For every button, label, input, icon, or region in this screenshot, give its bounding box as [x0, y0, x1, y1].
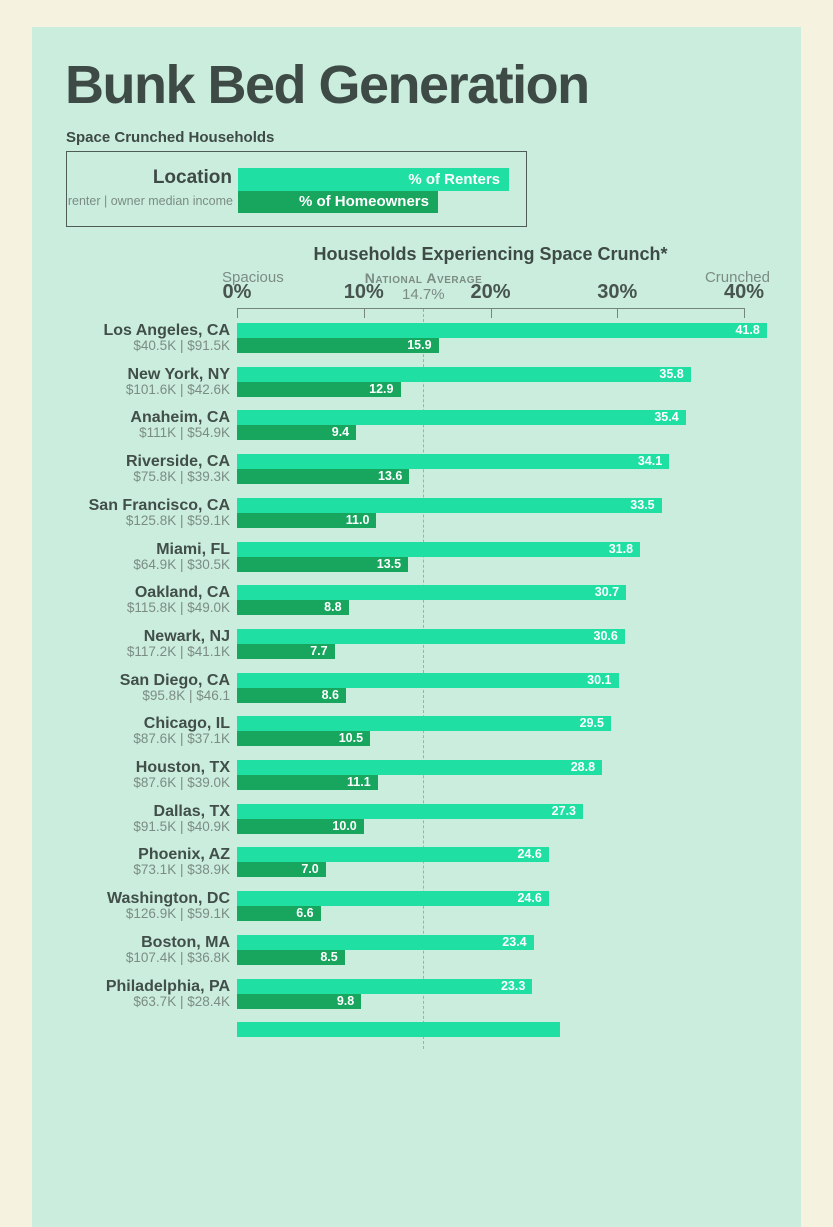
city-label: Washington, DC — [107, 890, 230, 908]
homeowner-value: 9.4 — [331, 425, 350, 440]
chart-row — [32, 760, 801, 791]
homeowner-value: 12.9 — [369, 381, 394, 396]
homeowner-bar — [237, 688, 346, 703]
renter-bar — [237, 1022, 560, 1037]
homeowner-bar — [237, 644, 335, 659]
city-label: Anaheim, CA — [130, 409, 230, 427]
renter-bar — [237, 804, 583, 819]
tick-mark-10 — [364, 308, 365, 318]
income-label: $40.5K | $91.5K — [133, 338, 230, 353]
city-label: New York, NY — [127, 365, 230, 383]
homeowner-bar — [237, 950, 345, 965]
income-label: $101.6K | $42.6K — [125, 381, 230, 397]
homeowner-bar — [237, 994, 361, 1009]
tick-label-30: 30% — [597, 281, 638, 303]
renter-value: 41.8 — [735, 323, 760, 337]
tick-label-0: 0% — [222, 281, 252, 303]
income-label: $115.8K | $49.0K — [126, 600, 230, 616]
city-label: Philadelphia, PA — [105, 977, 230, 995]
chart-title: Households Experiencing Space Crunch* — [313, 244, 668, 264]
homeowner-value: 13.6 — [378, 469, 403, 484]
city-label: San Francisco, CA — [88, 496, 230, 514]
renter-value: 34.1 — [637, 454, 663, 469]
homeowner-value: 11.0 — [345, 512, 370, 527]
income-label: $111K | $54.9K — [139, 425, 230, 441]
homeowner-bar — [237, 731, 370, 746]
homeowner-bar — [237, 819, 364, 834]
homeowner-bar — [237, 382, 401, 397]
national-average-label: National Average — [364, 270, 483, 286]
tick-mark-0 — [237, 308, 238, 318]
chart-row — [32, 891, 801, 922]
income-label: $95.8K | $46.1 — [142, 687, 230, 703]
renter-bar — [237, 935, 534, 950]
renter-value: 30.7 — [594, 585, 620, 600]
income-label: $87.6K | $39.0K — [133, 775, 230, 790]
homeowner-value: 7.7 — [310, 643, 328, 658]
chart-row-partial — [32, 1022, 801, 1053]
city-label: Houston, TX — [135, 759, 230, 776]
renter-value: 27.3 — [551, 803, 577, 818]
city-label: Los Angeles, CA — [103, 322, 230, 339]
city-label: Dallas, TX — [153, 802, 230, 820]
tick-mark-30 — [617, 308, 618, 318]
renter-value: 35.4 — [654, 410, 679, 425]
homeowner-bar — [237, 862, 326, 877]
homeowner-value: 8.5 — [320, 949, 338, 964]
legend-income-caption: renter | owner median income — [67, 194, 233, 208]
homeowner-bar — [237, 513, 376, 528]
income-label: $63.7K | $28.4K — [133, 993, 230, 1009]
city-label: Chicago, IL — [143, 715, 230, 733]
income-label: $117.2K | $41.1K — [126, 643, 230, 659]
chart-row — [32, 323, 801, 354]
tick-label-20: 20% — [470, 281, 511, 303]
homeowner-value: 15.9 — [407, 338, 432, 352]
income-label: $73.1K | $38.9K — [133, 862, 230, 878]
renter-value: 31.8 — [608, 541, 634, 556]
renter-value: 30.1 — [587, 672, 612, 687]
tick-mark-40 — [744, 308, 745, 318]
chart-row — [32, 847, 801, 878]
legend-homeowners-swatch: % of Homeowners — [238, 191, 438, 213]
renter-value: 35.8 — [659, 366, 684, 381]
chart-row — [32, 585, 801, 616]
chart-row — [32, 410, 801, 441]
chart-row — [32, 542, 801, 573]
income-label: $107.4K | $36.8K — [125, 949, 230, 965]
national-average-value: 14.7% — [402, 286, 445, 303]
tick-mark-20 — [491, 308, 492, 318]
homeowner-bar — [237, 600, 349, 615]
city-label: Boston, MA — [141, 933, 230, 951]
renter-bar — [237, 542, 640, 557]
homeowner-bar — [237, 469, 409, 484]
city-label: Riverside, CA — [125, 453, 230, 471]
homeowner-value: 8.6 — [321, 687, 339, 702]
tick-label-10: 10% — [343, 281, 384, 303]
city-label: Phoenix, AZ — [138, 846, 230, 864]
renter-bar — [237, 629, 625, 644]
chart-row — [32, 629, 801, 660]
axis-label-crunched: Crunched — [704, 269, 770, 286]
renter-bar — [237, 323, 767, 338]
chart-row — [32, 716, 801, 747]
renter-value: 23.3 — [500, 978, 526, 993]
page-title: Bunk Bed Generation — [65, 55, 589, 115]
chart-row — [32, 498, 801, 529]
renter-value: 30.6 — [593, 628, 618, 643]
homeowner-bar — [237, 338, 439, 353]
chart-row — [32, 367, 801, 398]
renter-value: 28.8 — [570, 760, 596, 774]
homeowner-value: 8.8 — [324, 600, 342, 615]
axis-label-spacious: Spacious — [222, 269, 284, 286]
chart-row — [32, 804, 801, 835]
homeowner-bar — [237, 906, 321, 921]
homeowner-value: 10.0 — [332, 818, 357, 833]
homeowner-value: 11.1 — [347, 775, 371, 789]
renter-bar — [237, 454, 669, 469]
income-label: $126.9K | $59.1K — [125, 906, 230, 922]
income-label: $87.6K | $37.1K — [133, 731, 230, 747]
renter-value: 24.6 — [517, 891, 542, 906]
homeowner-value: 10.5 — [338, 731, 364, 746]
chart-row — [32, 673, 801, 704]
legend-location-label: Location — [152, 167, 232, 188]
renter-value: 33.5 — [630, 497, 655, 512]
homeowner-value: 6.6 — [296, 906, 314, 921]
renter-bar — [237, 367, 691, 382]
income-label: $64.9K | $30.5K — [133, 556, 230, 572]
renter-bar — [237, 979, 532, 994]
homeowner-bar — [237, 775, 378, 790]
city-label: Newark, NJ — [143, 627, 230, 645]
income-label: $91.5K | $40.9K — [133, 818, 230, 834]
homeowner-bar — [237, 425, 356, 440]
renter-bar — [237, 891, 549, 906]
chart-row — [32, 935, 801, 966]
renter-bar — [237, 760, 602, 775]
city-label: Miami, FL — [156, 540, 230, 558]
homeowner-value: 7.0 — [301, 862, 319, 877]
renter-bar — [237, 673, 619, 688]
renter-value: 23.4 — [502, 934, 527, 949]
homeowner-value: 13.5 — [376, 556, 402, 571]
homeowner-bar — [237, 557, 408, 572]
renter-bar — [237, 847, 549, 862]
tick-label-40: 40% — [723, 281, 765, 303]
renter-bar — [237, 716, 611, 731]
homeowner-value: 9.8 — [336, 993, 355, 1008]
chart-row — [32, 979, 801, 1010]
income-label: $125.8K | $59.1K — [125, 512, 230, 528]
city-label: Oakland, CA — [134, 584, 230, 602]
renter-bar — [237, 498, 662, 513]
infographic-card — [32, 27, 801, 1227]
chart-row — [32, 454, 801, 485]
income-label: $75.8K | $39.3K — [133, 469, 230, 485]
renter-bar — [237, 585, 626, 600]
renter-value: 24.6 — [517, 847, 542, 862]
legend-renters-swatch: % of Renters — [238, 168, 509, 191]
city-label: San Diego, CA — [119, 671, 230, 689]
page-subtitle: Space Crunched Households — [66, 129, 275, 146]
renter-bar — [237, 410, 686, 425]
renter-value: 29.5 — [579, 716, 604, 731]
